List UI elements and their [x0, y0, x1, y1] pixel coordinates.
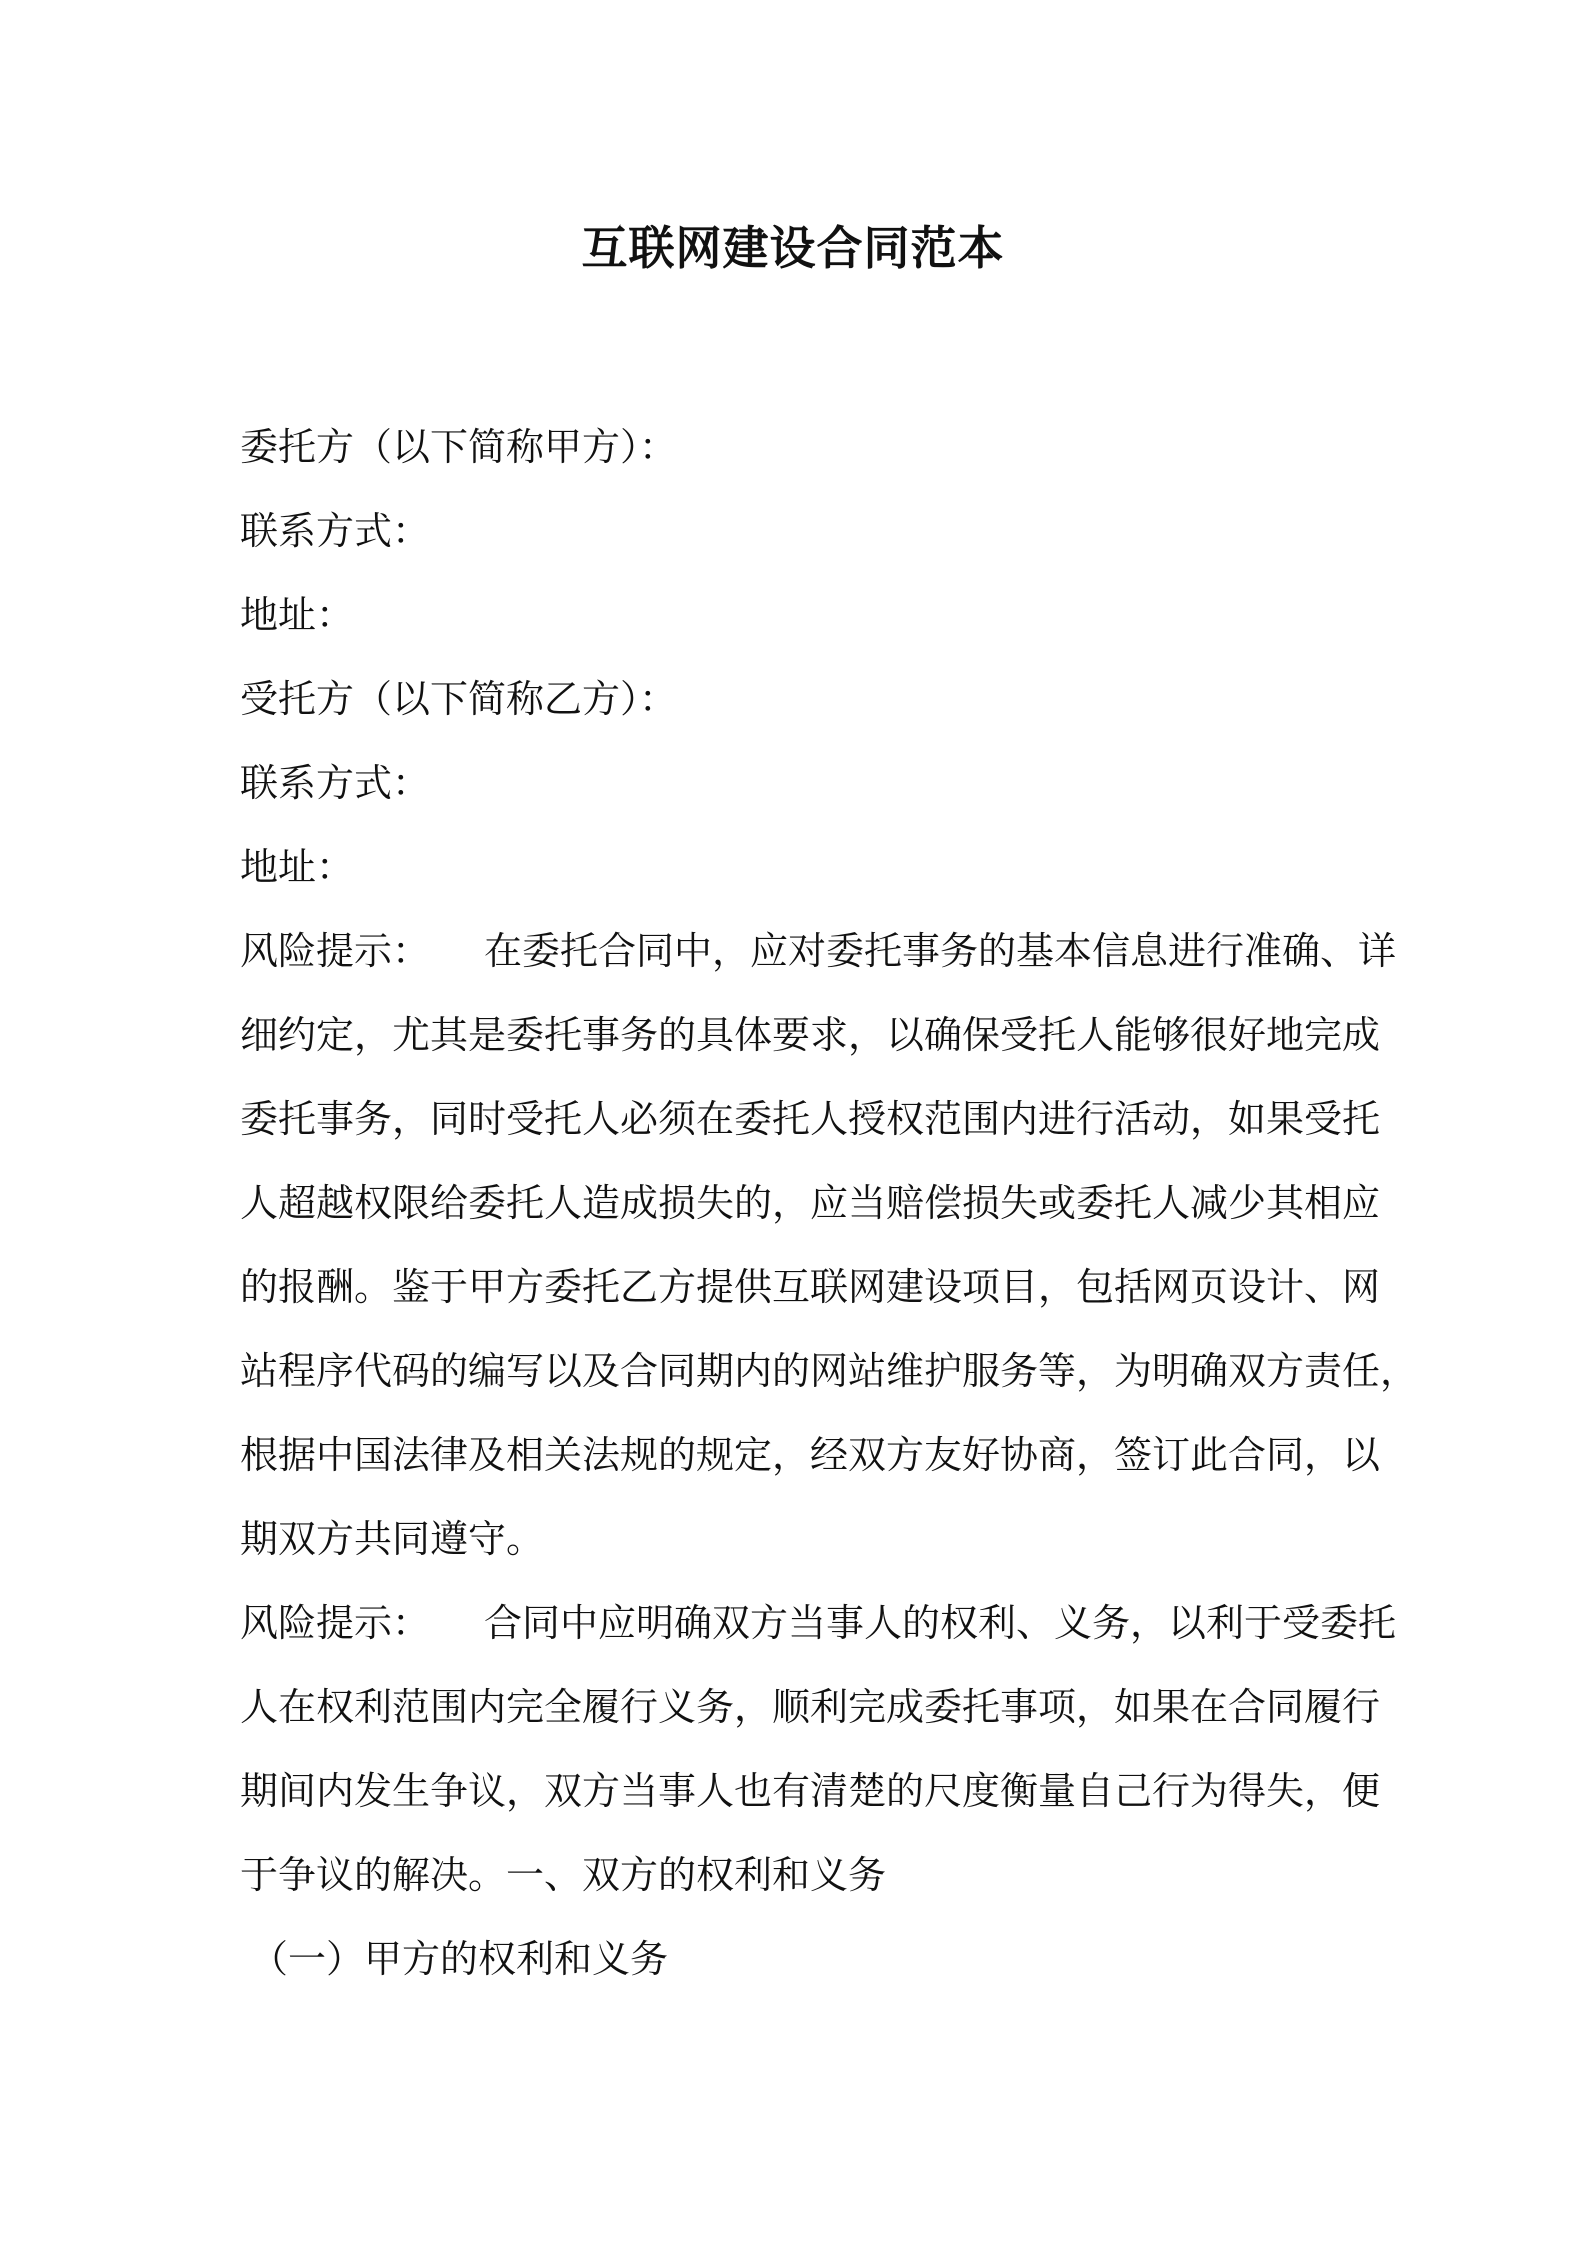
risk-notice-1	[240, 909, 1419, 1581]
risk-notice-2-line	[240, 1581, 1397, 1665]
section-heading: （一）甲方的权利和义务	[250, 1937, 669, 1981]
risk-notice-1-line: 人超越权限给委托人造成损失的，应当赔偿损失或委托人减少其相应	[240, 1181, 1381, 1225]
risk-notice-1-line: 细约定，尤其是委托事务的具体要求，以确保受托人能够很好地完成	[240, 1013, 1381, 1057]
risk-notice-2-line: 期间内发生争议，双方当事人也有清楚的尺度衡量自己行为得失，便	[240, 1769, 1381, 1813]
party-a-contact: 联系方式：	[240, 509, 431, 553]
party-a-address: 地址：	[240, 593, 355, 637]
document-body	[240, 405, 1419, 2001]
document-title: 互联网建设合同范本	[581, 221, 1005, 275]
risk-notice-2-label: 风险提示：	[240, 1601, 431, 1645]
party-a-label: 委托方（以下简称甲方）：	[240, 425, 678, 469]
risk-notice-1-line: 根据中国法律及相关法规的规定，经双方友好协商，签订此合同，以	[240, 1433, 1381, 1477]
party-b-address: 地址：	[240, 845, 355, 889]
risk-notice-1-line: 委托事务，同时受托人必须在委托人授权范围内进行活动，如果受托	[240, 1097, 1381, 1141]
risk-notice-1-line	[240, 909, 1397, 993]
risk-notice-2-line: 人在权利范围内完全履行义务，顺利完成委托事项，如果在合同履行	[240, 1685, 1381, 1729]
risk-notice-1-line: 期双方共同遵守。	[240, 1517, 545, 1561]
risk-notice-2	[240, 1581, 1397, 1917]
risk-notice-1-line: 的报酬。鉴于甲方委托乙方提供互联网建设项目，包括网页设计、网	[240, 1265, 1381, 1309]
risk-notice-1-label: 风险提示：	[240, 929, 431, 973]
risk-notice-1-line: 站程序代码的编写以及合同期内的网站维护服务等，为明确双方责任，	[240, 1349, 1419, 1393]
party-b-label: 受托方（以下简称乙方）：	[240, 677, 678, 721]
risk-notice-1-text: 在委托合同中，应对委托事务的基本信息进行准确、详	[484, 929, 1397, 973]
party-b-contact: 联系方式：	[240, 761, 431, 805]
risk-notice-2-line: 于争议的解决。一、双方的权利和义务	[240, 1853, 887, 1897]
risk-notice-2-text: 合同中应明确双方当事人的权利、义务，以利于受委托	[484, 1601, 1397, 1645]
